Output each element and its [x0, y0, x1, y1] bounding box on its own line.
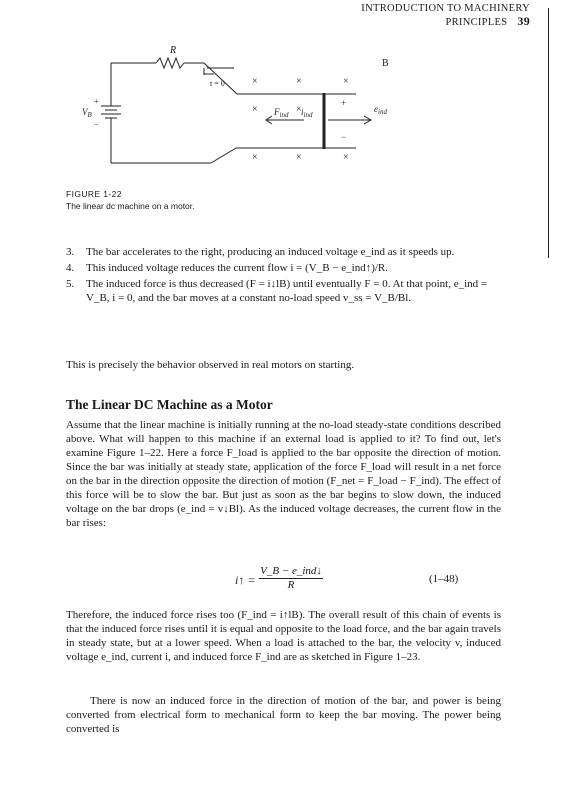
induced-force-label: $F_{ind}$ [274, 107, 289, 119]
voltage-minus: − [94, 120, 99, 129]
therefore-paragraph: Therefore, the induced force rises too (F_ind = i↑lB). The overall result of this chain of events is that the induced force rises until it is equal and opposite to the load force, and the bar again travels in steady state, but at a lower speed. When a load is attached to the bar, the velocity v, induced voltage e_ind, current i, and induced force F_ind are as sketched in Figure 1–23. [66, 609, 501, 663]
x-mark: × [343, 76, 349, 87]
voltage-plus: + [94, 97, 99, 106]
equation [235, 565, 515, 595]
equation-number: (1–48) [429, 573, 459, 585]
page-edge-rule [548, 8, 549, 258]
summary-paragraph: This is precisely the behavior observed in real motors on starting. [66, 359, 355, 371]
step-item [66, 261, 501, 275]
voltage-label: $V_B$ [82, 107, 92, 119]
switch-label: t = 0 [210, 79, 225, 88]
step-list [66, 245, 501, 307]
equation-denominator: R [287, 579, 295, 591]
field-label: B [382, 58, 389, 69]
step-text: This induced voltage reduces the current flow i = (V_B − e_ind↑)/R. [86, 262, 388, 274]
step-text: The induced force is thus decreased (F = i↓lB) until eventually F = 0. At that point, e_ind = V_B, i = 0, and the bar moves at a constant no-load speed v_ss = V_B/Bl. [86, 278, 488, 304]
section-heading: The Linear DC Machine as a Motor [66, 397, 273, 412]
running-head [300, 3, 530, 29]
figure-caption: The linear dc machine on a motor. [66, 201, 195, 211]
equation-numerator: V_B − e_ind↓ [260, 565, 322, 577]
step-item [66, 277, 501, 305]
equation-lhs: i↑ = [235, 573, 256, 587]
power-paragraph: There is now an induced force in the direction of motion of the bar, and power is being converted from electrical form to mechanical form to keep the bar moving. The power being converted is [66, 695, 501, 735]
x-mark: × [252, 104, 258, 115]
page-number: 39 [517, 14, 530, 28]
figure-label: FIGURE 1-22 [66, 189, 122, 199]
circuit-figure [56, 38, 416, 188]
x-mark: × [296, 76, 302, 87]
polarity-minus: − [341, 132, 347, 142]
x-mark: × [252, 152, 258, 163]
motor-paragraph: Assume that the linear machine is initially running at the no-load steady-state conditions described above. What will happen to this machine if an external load is applied to it? To find out, let's examine Figure 1–22. Here a force F_load is applied to the bar opposite the direction of motion. Since the bar was initially at steady state, application of the force F_load will result in a net force on the bar in the direction opposite the direction of motion (F_net = F_load − F_ind). The effect of this force will be to slow the bar. But just as soon as the bar begins to slow down, the induced voltage on the bar drops (e_ind = v↓Bl). As the induced voltage decreases, the current flow in the bar rises: [66, 419, 501, 529]
step-number: 3. [66, 246, 75, 258]
step-text: The bar accelerates to the right, producing an induced voltage e_ind as it speeds up. [86, 246, 455, 258]
equation-fraction [259, 565, 323, 592]
x-mark: × [252, 76, 258, 87]
step-number: 4. [66, 262, 75, 274]
x-mark: × [296, 152, 302, 163]
step-number: 5. [66, 278, 75, 290]
current-label: $i_{ind}$ [301, 107, 313, 119]
emf-label: $e_{ind}$ [374, 104, 387, 116]
x-mark: × [343, 152, 349, 163]
resistor-label: R [170, 45, 177, 56]
linear-dc-machine-diagram [56, 38, 416, 188]
step-item [66, 245, 501, 259]
x-mark: × [296, 104, 302, 115]
polarity-plus: + [341, 98, 347, 108]
running-title: INTRODUCTION TO MACHINERY PRINCIPLES [361, 3, 530, 28]
